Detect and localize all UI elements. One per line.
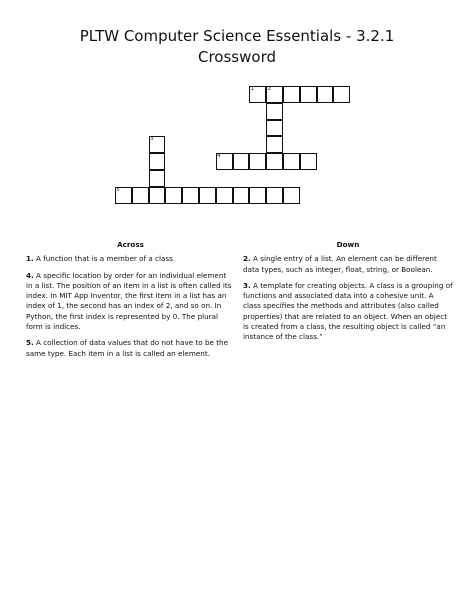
clue-text: A function that is a member of a class. [33,254,176,264]
page-title: PLTW Computer Science Essentials - 3.2.1 [79,27,395,45]
grid-cell[interactable] [149,187,166,204]
grid-cell[interactable] [283,187,300,204]
grid-cell[interactable] [283,153,300,170]
clue-text: A specific location by order for an individual element in a list. The position of an item in a list is often called its index. In MIT App Inventor, the first item in a list has an index of 1, the second has an index of 2, and so on. In Python, the first index is represented by 0. The plural form is indices. [26,270,232,332]
across-heading: Across [117,240,144,249]
grid-cell[interactable] [233,187,250,204]
clue-number: 1. [26,254,34,264]
clue-across-5 [26,338,235,359]
cell-number: 3 [150,136,154,143]
grid-cell[interactable] [283,86,300,103]
grid-cell[interactable] [266,103,283,120]
cell-number: 2 [267,86,271,92]
clue-text: A single entry of a list. An element can be different data types, such as integer, float, string, or Boolean. [243,254,437,274]
grid-cell[interactable] [249,153,266,170]
grid-cell[interactable] [182,187,199,204]
page-subtitle: Crossword [198,48,276,66]
down-clues [243,240,453,349]
grid-cell[interactable] [233,153,250,170]
crossword-grid [0,0,474,240]
clue-down-3 [243,281,453,343]
grid-cell[interactable] [300,86,317,103]
clue-down-2 [243,254,453,275]
grid-cell[interactable] [149,170,166,187]
clue-across-1 [26,254,235,264]
clue-text: A template for creating objects. A class is a grouping of functions and associated data into a cohesive unit. A class specifies the methods and attributes (also called properties) that are related to an object. When an object is created from a class, the resulting object is called “an instance of the class.” [243,280,453,342]
grid-cell[interactable] [249,187,266,204]
grid-cell[interactable] [266,120,283,137]
cell-number: 1 [250,86,255,92]
cell-number: 5 [116,186,120,193]
down-heading: Down [336,240,360,249]
grid-cell[interactable] [266,136,283,153]
grid-cell[interactable] [216,187,233,204]
grid-cell[interactable] [165,187,182,204]
grid-cell[interactable] [300,153,317,170]
grid-cell[interactable] [333,86,350,103]
clue-text: A collection of data values that do not have to be the same type. Each item in a list is called an element. [26,338,229,358]
grid-cell[interactable] [266,153,283,170]
grid-cell[interactable] [199,187,216,204]
clue-number: 5. [26,338,34,348]
clue-number: 3. [243,280,251,290]
clue-across-4 [26,271,235,333]
clue-number: 4. [26,270,34,280]
across-clues [26,240,235,365]
cell-number: 4 [217,153,221,160]
grid-cell[interactable] [266,187,283,204]
grid-cell[interactable] [317,86,334,103]
grid-cell[interactable] [132,187,149,204]
clue-number: 2. [243,254,251,264]
grid-cell[interactable] [149,153,166,170]
